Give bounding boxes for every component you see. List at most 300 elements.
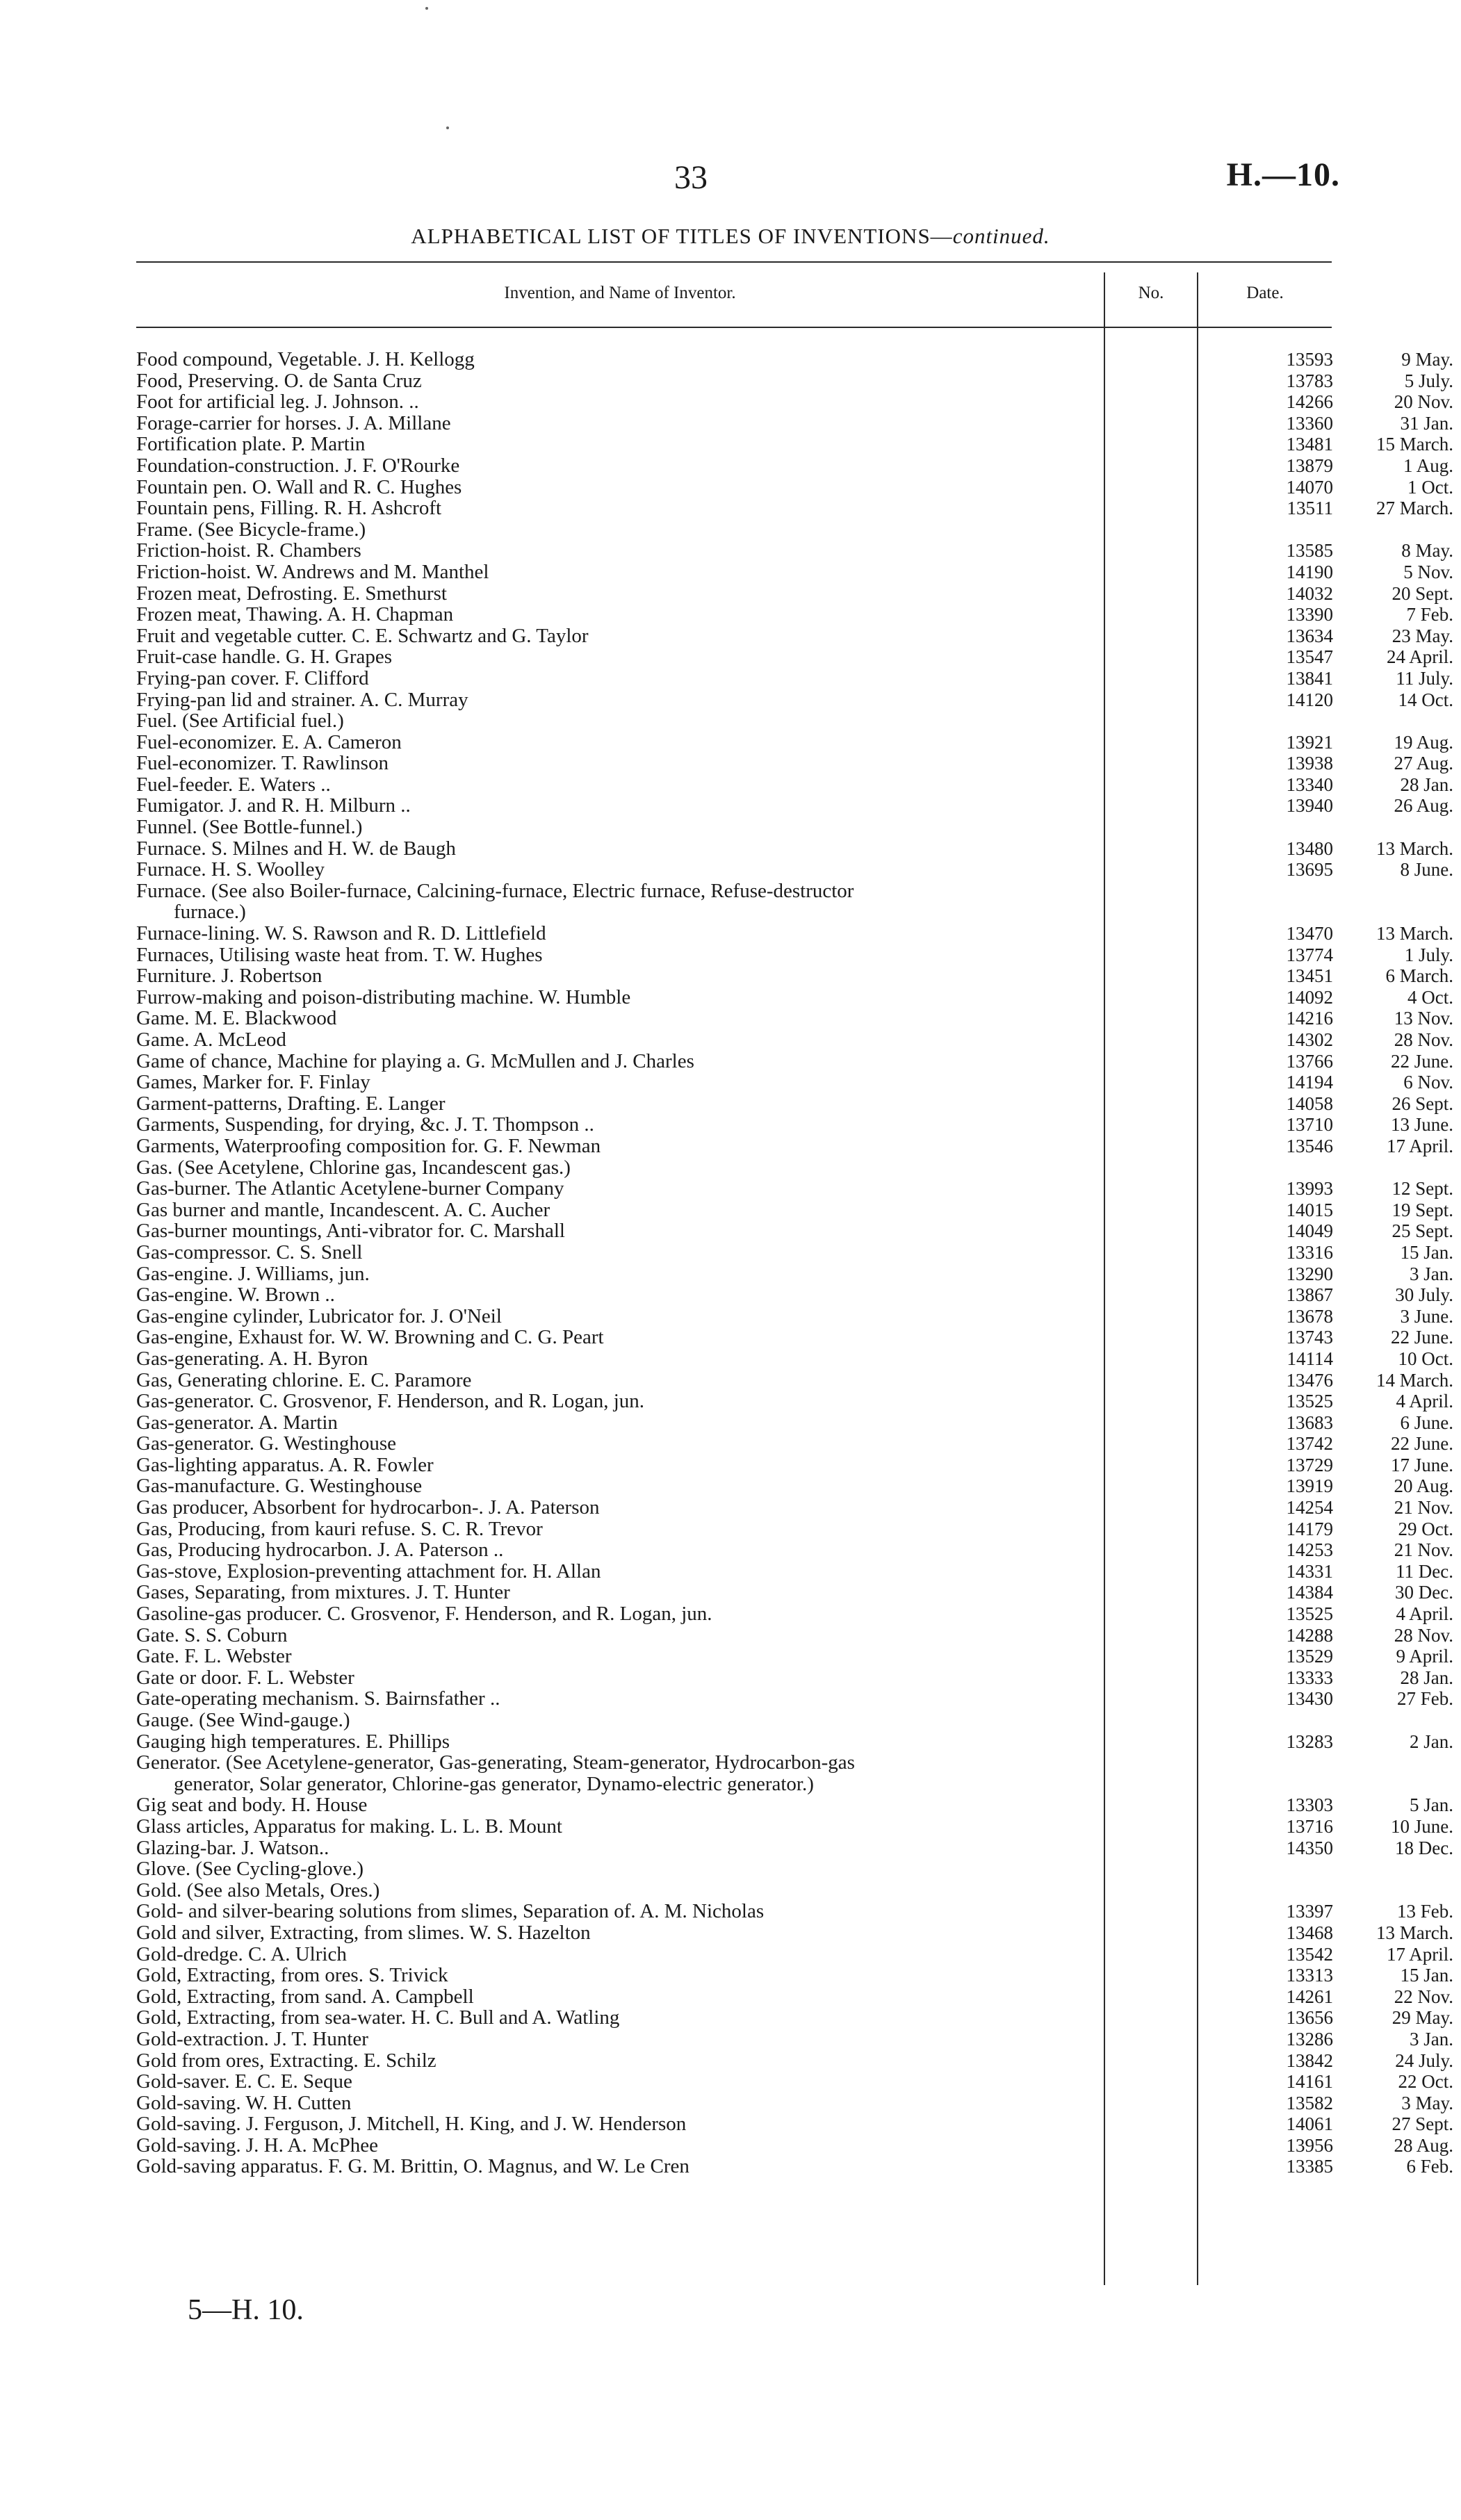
list-item [136, 454, 1453, 477]
list-item [136, 1390, 1453, 1413]
entry-number: 13842 [1286, 2049, 1333, 2071]
column-header-date: Date. [1246, 284, 1284, 302]
column-header-invention: Invention, and Name of Inventor. [504, 284, 736, 302]
entry-title: Gold-saving apparatus. F. G. M. Brittin, O. Magnus, and W. Le Cren [136, 2155, 689, 2178]
list-item [136, 730, 1453, 753]
list-item [136, 1304, 1453, 1327]
entry-date: 1 July. [1404, 944, 1453, 965]
entry-date: 28 Nov. [1394, 1029, 1453, 1050]
list-item [136, 475, 1453, 498]
list-item [136, 837, 1453, 860]
entry-number: 14266 [1286, 391, 1333, 413]
list-item [136, 2155, 1453, 2178]
entry-number: 13333 [1286, 1667, 1333, 1688]
entry-number: 13468 [1286, 1922, 1333, 1943]
entry-title: Gold-dredge. C. A. Ulrich [136, 1942, 347, 1965]
entry-title: Games, Marker for. F. Finlay [136, 1071, 370, 1094]
list-item [136, 1453, 1453, 1476]
entry-title: Frozen meat, Defrosting. E. Smethurst [136, 582, 447, 605]
entry-number: 14194 [1286, 1072, 1333, 1093]
entry-date: 12 Sept. [1391, 1178, 1453, 1200]
entry-title: Furnace. (See also Boiler-furnace, Calcining-furnace, Electric furnace, Refuse-destructor [136, 879, 854, 902]
entry-title: Funnel. (See Bottle-funnel.) [136, 816, 363, 839]
entry-number: 13481 [1286, 434, 1333, 455]
entry-date: 30 July. [1395, 1284, 1453, 1306]
entry-title: Gas-stove, Explosion-preventing attachment for. H. Allan [136, 1560, 601, 1582]
entry-date: 11 Dec. [1396, 1560, 1453, 1582]
entry-title: Glazing-bar. J. Watson.. [136, 1836, 329, 1859]
entry-number: 14161 [1286, 2071, 1333, 2093]
entry-title: Gate-operating mechanism. S. Bairnsfather .. [136, 1687, 500, 1710]
entry-title: Gas, Generating chlorine. E. C. Paramore [136, 1368, 472, 1391]
list-item [136, 1858, 1332, 1880]
entry-title: Gold-saving. J. H. A. McPhee [136, 2134, 378, 2157]
column-header-number: No. [1138, 284, 1164, 302]
paper-speck [446, 126, 449, 129]
list-item [136, 943, 1453, 966]
entry-title: Game. M. E. Blackwood [136, 1007, 337, 1030]
entry-date: 27 March. [1376, 498, 1453, 519]
running-title [0, 224, 1461, 249]
entry-date: 29 May. [1391, 2007, 1453, 2029]
entry-date: 8 May. [1401, 540, 1453, 562]
entry-number: 13743 [1286, 1327, 1333, 1348]
entry-title: Gas, Producing, from kauri refuse. S. C. R. Trevor [136, 1517, 543, 1540]
list-item [136, 369, 1453, 392]
entry-number: 14302 [1286, 1029, 1333, 1050]
entry-title: Gas-generator. G. Westinghouse [136, 1432, 397, 1455]
entry-number: 13313 [1286, 1965, 1333, 1986]
entry-date: 3 Jan. [1410, 1263, 1453, 1284]
entry-date: 13 June. [1391, 1114, 1453, 1136]
entry-title: Gold, Extracting, from ores. S. Trivick [136, 1964, 448, 1987]
entry-title: Frame. (See Bicycle-frame.) [136, 518, 366, 541]
entry-number: 14331 [1286, 1560, 1333, 1582]
entry-date: 23 May. [1391, 625, 1453, 646]
table-top-rule [136, 261, 1332, 263]
entry-title: Gas-generator. A. Martin [136, 1411, 338, 1434]
list-item [136, 1836, 1453, 1859]
list-item [136, 539, 1453, 562]
entry-title: Gas-generating. A. H. Byron [136, 1347, 368, 1370]
list-item [136, 603, 1453, 626]
entry-date: 24 July. [1395, 2049, 1453, 2071]
entry-date: 17 June. [1391, 1454, 1453, 1475]
entry-number: 13283 [1286, 1731, 1333, 1752]
entry-title: Frying-pan lid and strainer. A. C. Murray [136, 688, 468, 711]
entry-date: 3 May. [1401, 2092, 1453, 2113]
list-item [136, 1347, 1453, 1370]
entry-date: 22 Nov. [1394, 1986, 1453, 2007]
entry-title: Garments, Suspending, for drying, &c. J. T. Thompson .. [136, 1113, 594, 1136]
entry-date: 20 Aug. [1394, 1475, 1453, 1497]
entry-title: Gig seat and body. H. House [136, 1794, 368, 1817]
entry-date: 31 Jan. [1400, 412, 1453, 434]
entry-number: 13774 [1286, 944, 1333, 965]
entry-date: 1 Aug. [1403, 455, 1453, 476]
list-item [136, 1603, 1453, 1626]
invention-list [136, 348, 1453, 2178]
list-item [136, 1198, 1453, 1221]
running-title-continued: continued. [952, 224, 1050, 248]
entry-number: 14070 [1286, 476, 1333, 498]
entry-number: 14254 [1286, 1497, 1333, 1519]
entry-title: Gas burner and mantle, Incandescent. A. C. Aucher [136, 1198, 550, 1221]
entry-title: Gases, Separating, from mixtures. J. T. Hunter [136, 1581, 510, 1604]
entry-number: 13921 [1286, 731, 1333, 753]
entry-number: 13678 [1286, 1305, 1333, 1327]
list-item [136, 1539, 1453, 1562]
entry-title: Frozen meat, Thawing. A. H. Chapman [136, 603, 454, 626]
entry-number: 13390 [1286, 604, 1333, 625]
entry-number: 13547 [1286, 646, 1333, 668]
entry-number: 13546 [1286, 1135, 1333, 1156]
entry-title: Food compound, Vegetable. J. H. Kellogg [136, 348, 475, 370]
entry-date: 13 Feb. [1397, 1901, 1453, 1922]
entry-title: Gold. (See also Metals, Ores.) [136, 1879, 380, 1901]
list-item [136, 1092, 1453, 1115]
entry-title: Garments, Waterproofing composition for. G. F. Newman [136, 1134, 601, 1157]
entry-title: Gold, Extracting, from sea-water. H. C. Bull and A. Watling [136, 2006, 620, 2029]
entry-date: 22 June. [1391, 1327, 1453, 1348]
entry-date: 4 April. [1396, 1391, 1453, 1412]
entry-title: Gas-manufacture. G. Westinghouse [136, 1475, 423, 1498]
entry-title: Furnace. H. S. Woolley [136, 858, 325, 881]
entry-number: 13316 [1286, 1241, 1333, 1263]
entry-number: 13940 [1286, 795, 1333, 817]
entry-number: 14061 [1286, 2113, 1333, 2135]
entry-number: 13956 [1286, 2134, 1333, 2156]
entry-date: 9 April. [1396, 1646, 1453, 1667]
entry-title: Gas-lighting apparatus. A. R. Fowler [136, 1453, 434, 1476]
entry-number: 14032 [1286, 582, 1333, 604]
entry-date: 28 Aug. [1394, 2134, 1453, 2156]
entry-date: 20 Nov. [1394, 391, 1453, 413]
entry-date: 6 Nov. [1403, 1072, 1453, 1093]
list-item [136, 433, 1453, 456]
entry-date: 2 Jan. [1410, 1731, 1453, 1752]
list-item [136, 646, 1453, 669]
entry-title: Furnaces, Utilising waste heat from. T. W. Hughes [136, 943, 543, 966]
page-number: 33 [674, 159, 708, 196]
list-item [136, 881, 1332, 902]
entry-title: Gas-engine, Exhaust for. W. W. Browning and C. G. Peart [136, 1326, 604, 1349]
entry-date: 17 April. [1386, 1135, 1453, 1156]
entry-date: 15 Jan. [1400, 1965, 1453, 1986]
entry-title: Friction-hoist. W. Andrews and M. Manthel [136, 560, 489, 583]
list-item [136, 348, 1453, 370]
list-item [136, 2113, 1453, 2136]
entry-number: 13585 [1286, 540, 1333, 562]
entry-title: Gas-engine cylinder, Lubricator for. J. O'Neil [136, 1304, 502, 1327]
entry-title: Furnace-lining. W. S. Rawson and R. D. Littlefield [136, 922, 546, 945]
list-item [136, 1645, 1453, 1668]
list-item [136, 794, 1453, 817]
entry-date: 21 Nov. [1394, 1539, 1453, 1561]
list-item [136, 411, 1453, 434]
entry-title: Game of chance, Machine for playing a. G. McMullen and J. Charles [136, 1049, 694, 1072]
list-item [136, 1985, 1453, 2008]
list-item [136, 1029, 1453, 1051]
entry-date: 7 Feb. [1406, 604, 1453, 625]
list-item [136, 965, 1453, 988]
list-item [136, 1815, 1453, 1838]
entry-date: 11 July. [1396, 667, 1453, 689]
entry-number: 13919 [1286, 1475, 1333, 1497]
entry-date: 19 Sept. [1391, 1199, 1453, 1220]
entry-title: Fountain pens, Filling. R. H. Ashcroft [136, 497, 442, 520]
entry-number: 13710 [1286, 1114, 1333, 1136]
entry-date: 28 Jan. [1400, 1667, 1453, 1688]
entry-number: 13634 [1286, 625, 1333, 646]
entry-number: 13290 [1286, 1263, 1333, 1284]
entry-title: Forage-carrier for horses. J. A. Millane [136, 411, 451, 434]
entry-number: 14049 [1286, 1220, 1333, 1242]
entry-number: 14179 [1286, 1518, 1333, 1539]
entry-title: Gas-burner. The Atlantic Acetylene-burner Company [136, 1177, 564, 1200]
entry-number: 13397 [1286, 1901, 1333, 1922]
entry-title: Gas, Producing hydrocarbon. J. A. Paterson .. [136, 1539, 504, 1562]
list-item [136, 1687, 1453, 1710]
entry-number: 13783 [1286, 370, 1333, 391]
list-item [136, 1049, 1453, 1072]
entry-date: 18 Dec. [1395, 1837, 1453, 1858]
entry-date: 5 Nov. [1403, 561, 1453, 582]
list-item [136, 624, 1453, 647]
entry-date: 13 March. [1376, 923, 1453, 944]
entry-title: Gasoline-gas producer. C. Grosvenor, F. Henderson, and R. Logan, jun. [136, 1603, 712, 1626]
entry-title: Gas-burner mountings, Anti-vibrator for. C. Marshall [136, 1220, 565, 1243]
entry-date: 3 June. [1400, 1305, 1453, 1327]
entry-date: 22 June. [1391, 1050, 1453, 1072]
entry-number: 14120 [1286, 689, 1333, 710]
entry-title: Glove. (See Cycling-glove.) [136, 1858, 364, 1881]
entry-title: Food, Preserving. O. de Santa Cruz [136, 369, 422, 392]
entry-date: 1 Oct. [1407, 476, 1453, 498]
list-item [136, 1921, 1453, 1944]
entry-number: 14092 [1286, 986, 1333, 1008]
entry-number: 13729 [1286, 1454, 1333, 1475]
entry-date: 5 July. [1404, 370, 1453, 391]
entry-number: 14216 [1286, 1008, 1333, 1029]
list-item [136, 1475, 1453, 1498]
entry-date: 30 Dec. [1395, 1582, 1453, 1603]
entry-title: Furnace. S. Milnes and H. W. de Baugh [136, 837, 456, 860]
list-item [136, 1942, 1453, 1965]
entry-date: 13 March. [1376, 837, 1453, 859]
list-item [136, 1411, 1453, 1434]
entry-title: Gas-engine. J. Williams, jun. [136, 1262, 370, 1285]
entry-date: 27 Sept. [1391, 2113, 1453, 2135]
entry-title: Gas. (See Acetylene, Chlorine gas, Incandescent gas.) [136, 1156, 571, 1179]
entry-date: 6 Feb. [1406, 2156, 1453, 2177]
list-item [136, 560, 1453, 583]
entry-date: 22 Oct. [1398, 2071, 1453, 2093]
entry-title: Frying-pan cover. F. Clifford [136, 666, 369, 689]
entry-title: Fumigator. J. and R. H. Milburn .. [136, 794, 411, 817]
entry-number: 14114 [1287, 1348, 1333, 1369]
entry-number: 13593 [1286, 349, 1333, 370]
list-item [136, 2070, 1453, 2093]
list-item [136, 1134, 1453, 1157]
entry-date: 22 June. [1391, 1433, 1453, 1455]
list-item [136, 2006, 1453, 2029]
list-item [136, 710, 1332, 732]
entry-title: Gauging high temperatures. E. Phillips [136, 1730, 450, 1753]
list-item [136, 1710, 1332, 1731]
entry-date: 9 May. [1401, 349, 1453, 370]
entry-title: Fruit and vegetable cutter. C. E. Schwartz and G. Taylor [136, 624, 589, 647]
entry-number: 13430 [1286, 1688, 1333, 1710]
entry-date: 27 Feb. [1397, 1688, 1453, 1710]
list-item [136, 1432, 1453, 1455]
entry-title: Garment-patterns, Drafting. E. Langer [136, 1092, 446, 1115]
entry-date: 5 Jan. [1410, 1794, 1453, 1816]
entry-date: 25 Sept. [1391, 1220, 1453, 1242]
entry-title: Fuel-feeder. E. Waters .. [136, 773, 331, 796]
paper-speck [425, 7, 428, 10]
entry-number: 13286 [1286, 2028, 1333, 2049]
table-header-rule [136, 327, 1332, 328]
entry-title: Fuel-economizer. E. A. Cameron [136, 730, 402, 753]
entry-date: 13 March. [1376, 1922, 1453, 1943]
entry-title: Furniture. J. Robertson [136, 965, 323, 988]
list-item [136, 1220, 1453, 1243]
list-item [136, 1368, 1453, 1391]
list-item [136, 688, 1453, 711]
list-item [136, 752, 1453, 775]
list-item [136, 1496, 1453, 1519]
entry-title: Gas producer, Absorbent for hydrocarbon-. J. A. Paterson [136, 1496, 600, 1519]
list-item [136, 1157, 1332, 1179]
entry-number: 13766 [1286, 1050, 1333, 1072]
entry-number: 13480 [1286, 837, 1333, 859]
sheet-reference: 5—H. 10. [188, 2294, 304, 2326]
entry-number: 13938 [1286, 753, 1333, 774]
entry-title: Gold-saver. E. C. E. Seque [136, 2070, 352, 2093]
entry-title: Fortification plate. P. Martin [136, 433, 366, 456]
entry-number: 13683 [1286, 1412, 1333, 1433]
list-item [136, 1964, 1453, 1987]
entry-date: 29 Oct. [1398, 1518, 1453, 1539]
entry-number: 13525 [1286, 1603, 1333, 1625]
entry-number: 13993 [1286, 1178, 1333, 1200]
entry-date: 3 Jan. [1410, 2028, 1453, 2049]
entry-title: Gold-extraction. J. T. Hunter [136, 2027, 368, 2050]
entry-number: 13360 [1286, 412, 1333, 434]
entry-number: 13582 [1286, 2092, 1333, 2113]
entry-date: 6 June. [1400, 1412, 1453, 1433]
entry-title: Gate or door. F. L. Webster [136, 1666, 354, 1689]
list-item [136, 1560, 1453, 1582]
entry-number: 14288 [1286, 1624, 1333, 1646]
entry-title: Fuel. (See Artificial fuel.) [136, 710, 344, 733]
entry-date: 4 Oct. [1407, 986, 1453, 1008]
list-item [136, 1666, 1453, 1689]
list-item [136, 985, 1453, 1008]
list-item [136, 2049, 1453, 2072]
list-item [136, 1241, 1453, 1263]
entry-title: Gold from ores, Extracting. E. Schilz [136, 2049, 436, 2072]
entry-date: 24 April. [1386, 646, 1453, 668]
entry-date: 13 Nov. [1394, 1008, 1453, 1029]
entry-number: 14261 [1286, 1986, 1333, 2007]
entry-title: Foundation-construction. J. F. O'Rourke [136, 454, 460, 477]
entry-number: 13656 [1286, 2007, 1333, 2029]
entry-title: Gas-generator. C. Grosvenor, F. Henderson, and R. Logan, jun. [136, 1390, 645, 1413]
entry-number: 14015 [1286, 1199, 1333, 1220]
list-item [136, 901, 1332, 923]
entry-title: Fuel-economizer. T. Rawlinson [136, 752, 389, 775]
entry-title: Gas-engine. W. Brown .. [136, 1284, 335, 1307]
list-item [136, 2027, 1453, 2050]
list-item [136, 1752, 1332, 1774]
entry-date: 27 Aug. [1394, 753, 1453, 774]
entry-date: 10 June. [1391, 1815, 1453, 1837]
entry-number: 13529 [1286, 1646, 1333, 1667]
list-item [136, 1007, 1453, 1030]
running-title-text: ALPHABETICAL LIST OF TITLES OF INVENTIONS— [411, 224, 953, 248]
list-item [136, 1880, 1332, 1901]
entry-title: Friction-hoist. R. Chambers [136, 539, 361, 562]
entry-date: 4 April. [1396, 1603, 1453, 1625]
list-item [136, 1730, 1453, 1753]
entry-title: Gold-saving. J. Ferguson, J. Mitchell, H. King, and J. W. Henderson [136, 2113, 687, 2136]
entry-title: Fountain pen. O. Wall and R. C. Hughes [136, 475, 462, 498]
entry-date: 17 April. [1386, 1943, 1453, 1965]
entry-date: 14 March. [1376, 1369, 1453, 1391]
list-item [136, 1113, 1453, 1136]
entry-date: 20 Sept. [1391, 582, 1453, 604]
entry-date: 28 Jan. [1400, 774, 1453, 795]
list-item [136, 666, 1453, 689]
entry-number: 13525 [1286, 1391, 1333, 1412]
entry-title: Gold and silver, Extracting, from slimes. W. S. Hazelton [136, 1921, 591, 1944]
entry-date: 19 Aug. [1394, 731, 1453, 753]
list-item [136, 817, 1332, 838]
entry-number: 13511 [1287, 498, 1333, 519]
entry-number: 13742 [1286, 1433, 1333, 1455]
list-item [136, 922, 1453, 945]
entry-number: 13695 [1286, 859, 1333, 881]
list-item [136, 391, 1453, 414]
list-item [136, 1517, 1453, 1540]
list-item [136, 1581, 1453, 1604]
list-item [136, 773, 1453, 796]
list-item [136, 1623, 1453, 1646]
entry-date: 8 June. [1400, 859, 1453, 881]
entry-date: 10 Oct. [1398, 1348, 1453, 1369]
list-item [136, 582, 1453, 605]
list-item [136, 1071, 1453, 1094]
entry-number: 13303 [1286, 1794, 1333, 1816]
list-item [136, 2134, 1453, 2157]
document-reference: H.—10. [1226, 156, 1340, 193]
entry-number: 13867 [1286, 1284, 1333, 1306]
entry-number: 14384 [1286, 1582, 1333, 1603]
entry-title: Furrow-making and poison-distributing machine. W. Humble [136, 985, 631, 1008]
entry-title: Fruit-case handle. G. H. Grapes [136, 646, 393, 669]
list-item [136, 1262, 1453, 1285]
list-item [136, 2091, 1453, 2114]
entry-title: Gas-compressor. C. S. Snell [136, 1241, 363, 1263]
entry-date: 26 Aug. [1394, 795, 1453, 817]
entry-title: Glass articles, Apparatus for making. L. L. B. Mount [136, 1815, 562, 1838]
entry-title: Generator. (See Acetylene-generator, Gas-generating, Steam-generator, Hydrocarbon-gas [136, 1751, 855, 1774]
entry-number: 13340 [1286, 774, 1333, 795]
entry-number: 13542 [1286, 1943, 1333, 1965]
list-item [136, 1326, 1453, 1349]
